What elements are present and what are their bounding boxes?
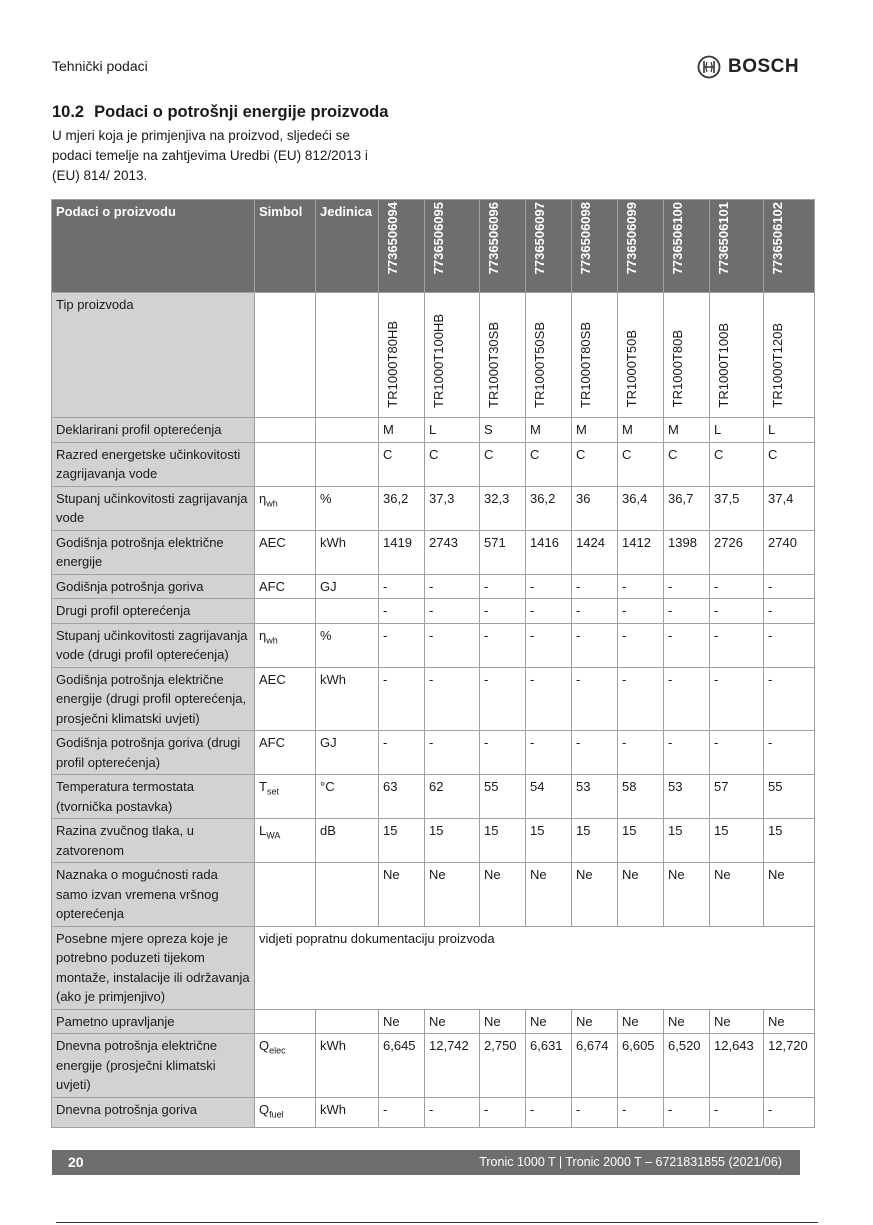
value-cell: - — [526, 574, 572, 599]
value-cell: M — [526, 418, 572, 443]
unit-cell: °C — [316, 775, 379, 819]
symbol-subscript: wh — [266, 498, 278, 509]
symbol-cell — [255, 1009, 316, 1034]
symbol-text: AFC — [259, 578, 285, 594]
product-type-cell: TR1000T50B — [618, 293, 664, 418]
unit-cell: % — [316, 623, 379, 667]
value-cell: C — [425, 442, 480, 486]
col-header-code: 7736506096 — [480, 200, 526, 293]
col-header-symbol: Simbol — [255, 200, 316, 293]
value-cell: Ne — [572, 863, 618, 927]
value-cell: 15 — [618, 819, 664, 863]
value-cell: - — [764, 667, 815, 731]
table-row — [52, 530, 815, 574]
bosch-logo — [697, 55, 799, 79]
table-row-product-type — [52, 293, 815, 418]
symbol-cell — [255, 623, 316, 667]
value-cell: 37,3 — [425, 486, 480, 530]
value-cell: M — [379, 418, 425, 443]
value-cell: - — [618, 623, 664, 667]
row-label: Posebne mjere opreza koje je potrebno poduzeti tijekom montaže, instalacije ili održavanja (ako je primjenjivo) — [52, 926, 255, 1009]
energy-data-table — [51, 199, 815, 1128]
unit-cell: kWh — [316, 530, 379, 574]
table-row — [52, 486, 815, 530]
value-cell: 55 — [764, 775, 815, 819]
value-cell: 2740 — [764, 530, 815, 574]
bosch-armature-icon — [697, 55, 721, 79]
symbol-cell — [255, 1034, 316, 1098]
table-row — [52, 863, 815, 927]
value-cell: 57 — [710, 775, 764, 819]
table-row — [52, 775, 815, 819]
value-cell: - — [480, 574, 526, 599]
value-cell: 15 — [572, 819, 618, 863]
row-label: Tip proizvoda — [52, 293, 255, 418]
value-cell: C — [526, 442, 572, 486]
value-cell: 55 — [480, 775, 526, 819]
value-cell: 58 — [618, 775, 664, 819]
value-cell: 54 — [526, 775, 572, 819]
bottom-divider — [56, 1222, 818, 1223]
value-cell: M — [664, 418, 710, 443]
value-cell: - — [710, 623, 764, 667]
value-cell: - — [572, 599, 618, 624]
symbol-text: η — [259, 490, 267, 506]
value-cell: - — [618, 731, 664, 775]
value-cell: - — [664, 599, 710, 624]
col-header-code: 7736506102 — [764, 200, 815, 293]
value-cell: - — [664, 623, 710, 667]
value-cell: M — [572, 418, 618, 443]
value-cell: - — [425, 731, 480, 775]
table-row — [52, 574, 815, 599]
value-cell: M — [618, 418, 664, 443]
value-cell: - — [526, 599, 572, 624]
value-cell: 15 — [379, 819, 425, 863]
value-cell: 1416 — [526, 530, 572, 574]
value-cell: C — [664, 442, 710, 486]
row-label: Razred energetske učinkovitosti zagrijavanja vode — [52, 442, 255, 486]
symbol-cell — [255, 731, 316, 775]
value-cell: 36 — [572, 486, 618, 530]
row-label: Razina zvučnog tlaka, u zatvorenom — [52, 819, 255, 863]
value-cell: Ne — [710, 1009, 764, 1034]
value-cell: Ne — [664, 863, 710, 927]
value-cell: - — [664, 667, 710, 731]
symbol-cell — [255, 1097, 316, 1127]
value-cell: Ne — [425, 1009, 480, 1034]
footer-bar — [52, 1150, 800, 1175]
col-header-code: 7736506097 — [526, 200, 572, 293]
value-cell: Ne — [526, 1009, 572, 1034]
value-cell: 36,2 — [526, 486, 572, 530]
value-cell: - — [425, 1097, 480, 1127]
value-cell: - — [425, 667, 480, 731]
col-header-code: 7736506098 — [572, 200, 618, 293]
value-cell: 53 — [664, 775, 710, 819]
value-cell: - — [710, 574, 764, 599]
value-cell: 1398 — [664, 530, 710, 574]
unit-cell: GJ — [316, 574, 379, 599]
value-cell: 36,4 — [618, 486, 664, 530]
symbol-subscript: elec — [269, 1045, 286, 1056]
unit-cell: GJ — [316, 731, 379, 775]
unit-cell: % — [316, 486, 379, 530]
symbol-cell — [255, 667, 316, 731]
intro-paragraph: U mjeri koja je primjenjiva na proizvod, sljedeći se podaci temelje na zahtjevima Uredbi (EU) 812/2013 i (EU) 814/ 2013. — [52, 128, 368, 183]
value-cell: - — [664, 1097, 710, 1127]
value-cell: 1424 — [572, 530, 618, 574]
value-cell: - — [764, 731, 815, 775]
symbol-cell — [255, 442, 316, 486]
col-header-code: 7736506094 — [379, 200, 425, 293]
value-cell: 15 — [664, 819, 710, 863]
value-cell: - — [480, 667, 526, 731]
value-cell: 15 — [526, 819, 572, 863]
value-cell: - — [572, 623, 618, 667]
value-cell: - — [572, 1097, 618, 1127]
table-row — [52, 819, 815, 863]
symbol-subscript: fuel — [269, 1109, 284, 1120]
value-cell: - — [572, 574, 618, 599]
value-cell: 53 — [572, 775, 618, 819]
value-cell: - — [572, 731, 618, 775]
value-cell: - — [425, 574, 480, 599]
table-row-precautions — [52, 926, 815, 1009]
value-cell: - — [572, 667, 618, 731]
value-cell: 62 — [425, 775, 480, 819]
value-cell: - — [379, 731, 425, 775]
value-cell: C — [379, 442, 425, 486]
value-cell: 571 — [480, 530, 526, 574]
row-label: Naznaka o mogućnosti rada samo izvan vremena vršnog opterećenja — [52, 863, 255, 927]
value-cell: Ne — [480, 863, 526, 927]
row-label: Godišnja potrošnja goriva (drugi profil opterećenja) — [52, 731, 255, 775]
unit-cell — [316, 599, 379, 624]
value-cell: Ne — [618, 863, 664, 927]
unit-cell: kWh — [316, 1097, 379, 1127]
value-cell: - — [526, 1097, 572, 1127]
value-cell: - — [379, 667, 425, 731]
value-cell: - — [664, 574, 710, 599]
section-title: Podaci o potrošnji energije proizvoda — [94, 103, 389, 121]
col-header-unit: Jedinica — [316, 200, 379, 293]
symbol-text: L — [259, 823, 267, 838]
value-cell: 37,5 — [710, 486, 764, 530]
value-cell: Ne — [379, 863, 425, 927]
value-cell: Ne — [710, 863, 764, 927]
value-cell: - — [379, 623, 425, 667]
row-label: Stupanj učinkovitosti zagrijavanja vode — [52, 486, 255, 530]
value-cell: 37,4 — [764, 486, 815, 530]
value-cell: 12,643 — [710, 1034, 764, 1098]
product-type-cell: TR1000T30SB — [480, 293, 526, 418]
symbol-cell — [255, 819, 316, 863]
table-row — [52, 667, 815, 731]
value-cell: - — [480, 599, 526, 624]
value-cell: Ne — [664, 1009, 710, 1034]
value-cell: 36,7 — [664, 486, 710, 530]
table-row — [52, 731, 815, 775]
unit-cell — [316, 442, 379, 486]
value-cell: - — [425, 599, 480, 624]
symbol-subscript: WA — [266, 830, 281, 841]
unit-cell: kWh — [316, 1034, 379, 1098]
value-cell: C — [480, 442, 526, 486]
value-cell: - — [664, 731, 710, 775]
product-type-cell: TR1000T50SB — [526, 293, 572, 418]
unit-cell — [316, 1009, 379, 1034]
row-label: Pametno upravljanje — [52, 1009, 255, 1034]
value-cell: 2,750 — [480, 1034, 526, 1098]
value-cell: - — [764, 599, 815, 624]
row-label: Dnevna potrošnja goriva — [52, 1097, 255, 1127]
value-cell: - — [710, 731, 764, 775]
value-cell: Ne — [526, 863, 572, 927]
symbol-cell — [255, 486, 316, 530]
symbol-cell — [255, 599, 316, 624]
page-section-header: Tehnički podaci — [52, 58, 148, 74]
value-cell: C — [572, 442, 618, 486]
value-cell: - — [526, 667, 572, 731]
symbol-cell — [255, 293, 316, 418]
page-number: 20 — [68, 1154, 84, 1170]
value-cell: - — [618, 599, 664, 624]
symbol-text: AFC — [259, 735, 285, 750]
table-row — [52, 418, 815, 443]
value-cell: 15 — [710, 819, 764, 863]
symbol-text: T — [259, 779, 267, 794]
value-cell: Ne — [425, 863, 480, 927]
value-cell: 15 — [764, 819, 815, 863]
table-row — [52, 1034, 815, 1098]
value-cell: L — [710, 418, 764, 443]
value-cell: 36,2 — [379, 486, 425, 530]
product-type-cell: TR1000T80SB — [572, 293, 618, 418]
table-row — [52, 599, 815, 624]
value-cell: - — [526, 731, 572, 775]
value-cell: Ne — [379, 1009, 425, 1034]
symbol-subscript: set — [266, 786, 279, 797]
value-cell: 15 — [480, 819, 526, 863]
row-label: Drugi profil opterećenja — [52, 599, 255, 624]
symbol-cell — [255, 775, 316, 819]
symbol-cell — [255, 574, 316, 599]
document-reference: Tronic 1000 T | Tronic 2000 T – 6721831855 (2021/06) — [479, 1155, 782, 1169]
table-header-row — [52, 200, 815, 293]
value-cell: 6,674 — [572, 1034, 618, 1098]
unit-cell — [316, 418, 379, 443]
unit-cell: dB — [316, 819, 379, 863]
value-cell: Ne — [764, 1009, 815, 1034]
symbol-cell — [255, 530, 316, 574]
symbol-text: AEC — [259, 534, 286, 550]
product-type-cell: TR1000T120B — [764, 293, 815, 418]
symbol-cell — [255, 418, 316, 443]
value-cell: 63 — [379, 775, 425, 819]
value-cell: 1412 — [618, 530, 664, 574]
value-cell: - — [764, 574, 815, 599]
value-cell: - — [710, 667, 764, 731]
product-type-cell: TR1000T100B — [710, 293, 764, 418]
value-cell: - — [480, 623, 526, 667]
section-number: 10.2 — [52, 103, 85, 121]
value-cell: - — [618, 1097, 664, 1127]
value-cell: 6,631 — [526, 1034, 572, 1098]
value-cell: Ne — [480, 1009, 526, 1034]
table-row — [52, 623, 815, 667]
symbol-text: η — [259, 627, 267, 643]
table-row — [52, 442, 815, 486]
row-label: Dnevna potrošnja električne energije (prosječni klimatski uvjeti) — [52, 1034, 255, 1098]
col-header-code: 7736506095 — [425, 200, 480, 293]
value-cell: C — [764, 442, 815, 486]
value-cell: - — [710, 1097, 764, 1127]
value-cell: Ne — [764, 863, 815, 927]
value-cell: C — [618, 442, 664, 486]
value-cell: 1419 — [379, 530, 425, 574]
value-cell: - — [618, 667, 664, 731]
value-cell: 12,742 — [425, 1034, 480, 1098]
value-cell: 32,3 — [480, 486, 526, 530]
value-cell: 12,720 — [764, 1034, 815, 1098]
product-type-cell: TR1000T80B — [664, 293, 710, 418]
value-cell: - — [764, 623, 815, 667]
col-header-code: 7736506099 — [618, 200, 664, 293]
value-cell: L — [764, 418, 815, 443]
value-cell: - — [710, 599, 764, 624]
value-cell: - — [379, 1097, 425, 1127]
value-cell: - — [480, 1097, 526, 1127]
symbol-cell — [255, 863, 316, 927]
value-cell: 2743 — [425, 530, 480, 574]
row-label: Deklarirani profil opterećenja — [52, 418, 255, 443]
value-cell: - — [379, 574, 425, 599]
symbol-text: AEC — [259, 671, 286, 687]
row-label: Godišnja potrošnja električne energije (drugi profil opterećenja, prosječni klimatski uvjeti) — [52, 667, 255, 731]
value-cell: 2726 — [710, 530, 764, 574]
unit-cell — [316, 863, 379, 927]
brand-name: BOSCH — [728, 56, 800, 77]
value-cell: Ne — [572, 1009, 618, 1034]
value-cell: - — [618, 574, 664, 599]
row-label: Temperatura termostata (tvornička postavka) — [52, 775, 255, 819]
value-cell: Ne — [618, 1009, 664, 1034]
value-cell: S — [480, 418, 526, 443]
symbol-text: Q — [259, 1038, 270, 1053]
table-row — [52, 1097, 815, 1127]
product-type-cell: TR1000T100HB — [425, 293, 480, 418]
row-label: Stupanj učinkovitosti zagrijavanja vode (drugi profil opterećenja) — [52, 623, 255, 667]
value-cell: L — [425, 418, 480, 443]
value-cell: 6,605 — [618, 1034, 664, 1098]
symbol-subscript: wh — [266, 635, 278, 646]
section-heading — [52, 103, 388, 122]
value-cell: - — [379, 599, 425, 624]
symbol-text: Q — [259, 1101, 270, 1117]
value-cell: - — [526, 623, 572, 667]
precautions-text: vidjeti popratnu dokumentaciju proizvoda — [255, 926, 815, 1009]
product-type-cell: TR1000T80HB — [379, 293, 425, 418]
value-cell: 15 — [425, 819, 480, 863]
row-label: Godišnja potrošnja goriva — [52, 574, 255, 599]
value-cell: 6,520 — [664, 1034, 710, 1098]
value-cell: - — [764, 1097, 815, 1127]
value-cell: C — [710, 442, 764, 486]
unit-cell — [316, 293, 379, 418]
value-cell: - — [480, 731, 526, 775]
col-header-product-data: Podaci o proizvodu — [52, 200, 255, 293]
row-label: Godišnja potrošnja električne energije — [52, 530, 255, 574]
table-row — [52, 1009, 815, 1034]
value-cell: - — [425, 623, 480, 667]
unit-cell: kWh — [316, 667, 379, 731]
col-header-code: 7736506101 — [710, 200, 764, 293]
value-cell: 6,645 — [379, 1034, 425, 1098]
col-header-code: 7736506100 — [664, 200, 710, 293]
